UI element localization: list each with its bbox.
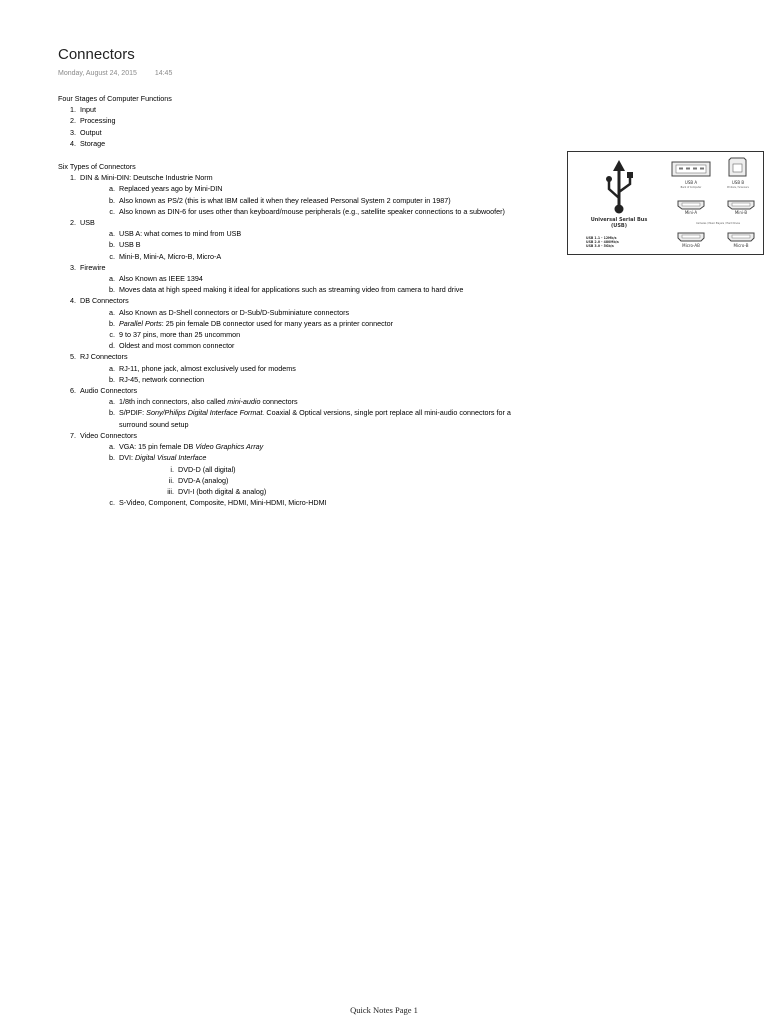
stages-heading: Four Stages of Computer Functions (58, 94, 172, 103)
page-date: Monday, August 24, 2015 (58, 70, 137, 77)
usb-b-label: USB B (731, 180, 745, 185)
list-item-din: 1. DIN & Mini-DIN: Deutsche Industrie Norm a. Replaced years ago by Mini-DIN b. Also known as PS/2 (this is what IBM called it when they released Personal System 2 computer in 1987) c. Also known as DIN-6 for uses other than keyboard/mouse peripherals (e.g., satellite speaker connections to a subwoofer) (58, 172, 558, 217)
usb-figure-title: Universal Serial Bus (USB) (590, 217, 648, 229)
list-item: 1. Input (70, 105, 96, 115)
list-item: b. RJ-45, network connection (109, 374, 205, 384)
list-item: c. 9 to 37 pins, more than 25 uncommon (109, 330, 241, 340)
list-item: b. DVI: Digital Visual Interface i. DVD-D (all digital) ii. DVD-A (analog) iii. DVI-I (both digital & analog) (80, 452, 558, 497)
list-item: b. Moves data at high speed making it ideal for applications such as streaming video from camera to hard drive (109, 285, 464, 295)
page-title: Connectors (58, 46, 135, 63)
list-item: a. Replaced years ago by Mini-DIN (109, 184, 223, 194)
usb-a-port-icon (672, 162, 710, 176)
list-item: c. S-Video, Component, Composite, HDMI, Mini-HDMI, Micro-HDMI (109, 498, 327, 508)
list-item: b. Also known as PS/2 (this is what IBM called it when they released Personal System 2 computer in 1987) (109, 195, 451, 205)
page-meta (58, 70, 172, 77)
micro-b-label: Micro-B (733, 243, 749, 248)
usb-connectors-figure (567, 151, 764, 255)
list-item-usb: 2. USB a. USB A: what comes to mind from USB b. USB B c. Mini-B, Mini-A, Micro-B, Micro-A (58, 217, 558, 262)
notes-body (58, 93, 558, 508)
list-item-video: 7. Video Connectors a. VGA: 15 pin female DB Video Graphics Array b. DVI: Digital Visual Interface i. DVD-D (all digital) ii. DVD-A (analog) iii. DVI-I (both digital & analog) c. S-Video, Component, Composite, HDMI, Mini-HDMI, Micro-HDMI (58, 430, 558, 508)
list-item: c. Also known as DIN-6 for uses other than keyboard/mouse peripherals (e.g., satellite speaker connections to a subwoofer) (109, 206, 505, 216)
list-item: b. USB B (109, 240, 141, 250)
list-item-audio: 6. Audio Connectors a. 1/8th inch connectors, also called mini-audio connectors b. S/PDIF: Sony/Philips Digital Interface Format. Coaxial & Optical versions, single port replace all mini-audio connectors for a surround sound setup (58, 385, 558, 430)
mini-b-label: Mini-B (734, 210, 748, 215)
mini-a-port-icon (678, 201, 704, 209)
connectors-heading: Six Types of Connectors (58, 162, 136, 172)
list-item: d. Oldest and most common connector (109, 341, 235, 351)
mini-b-port-icon (728, 201, 754, 209)
list-item: b. S/PDIF: Sony/Philips Digital Interface Format. Coaxial & Optical versions, single port replace all mini-audio connectors for a surround sound setup (109, 408, 511, 429)
usb-a-label: USB A (684, 180, 698, 185)
usb-a-sublabel: Back of Computer (680, 186, 702, 189)
devices-caption: Cameras / Music Players / Hard Drives (696, 222, 740, 225)
usb-speeds: USB 1.1 - 12Mb/s USB 2.0 - 480Mb/s USB 3.0 - 5Gb/s (586, 236, 619, 248)
list-item: iii. DVI-I (both digital & analog) (167, 486, 267, 496)
list-item: a. 1/8th inch connectors, also called mini-audio connectors (109, 397, 298, 407)
list-item: ii. DVD-A (analog) (168, 475, 229, 485)
stages-list (58, 104, 558, 149)
list-item: a. Also Known as IEEE 1394 (109, 274, 203, 284)
list-item-rj: 5. RJ Connectors a. RJ-11, phone jack, almost exclusively used for modems b. RJ-45, network connection (58, 351, 558, 385)
page-footer: Quick Notes Page 1 (350, 1005, 418, 1015)
micro-ab-label: Micro-AB (682, 243, 700, 248)
list-item: 2. Processing (70, 116, 116, 126)
list-item: 4. Storage (70, 138, 106, 148)
usb-symbol-icon (606, 160, 633, 214)
list-item: a. Also Known as D-Shell connectors or D-Sub/D-Subminiature connectors (109, 307, 350, 317)
list-item: a. RJ-11, phone jack, almost exclusively used for modems (109, 363, 296, 373)
micro-ab-port-icon (678, 233, 704, 241)
list-item: a. USB A: what comes to mind from USB (109, 229, 242, 239)
usb-b-sublabel: Printers / Scanners (727, 186, 749, 189)
list-item: c. Mini-B, Mini-A, Micro-B, Micro-A (109, 251, 222, 261)
list-item: i. DVD-D (all digital) (170, 464, 236, 474)
list-item-db: 4. DB Connectors a. Also Known as D-Shell connectors or D-Sub/D-Subminiature connectors b. Parallel Ports: 25 pin female DB connector used for many years as a printer connector c. 9 to 37 pins, more than 25 uncommon d. Oldest and most common connector (58, 295, 558, 351)
usb-b-port-icon (729, 158, 746, 176)
list-item-firewire: 3. Firewire a. Also Known as IEEE 1394 b. Moves data at high speed making it ideal for applications such as streaming video from camera to hard drive (58, 262, 558, 296)
page-time: 14:45 (154, 70, 173, 77)
micro-b-port-icon (728, 233, 754, 241)
mini-a-label: Mini-A (684, 210, 698, 215)
list-item: b. Parallel Ports: 25 pin female DB connector used for many years as a printer connector (109, 318, 394, 328)
list-item: 3. Output (70, 127, 102, 137)
list-item: a. VGA: 15 pin female DB Video Graphics Array (109, 442, 264, 452)
connectors-list (58, 172, 558, 508)
